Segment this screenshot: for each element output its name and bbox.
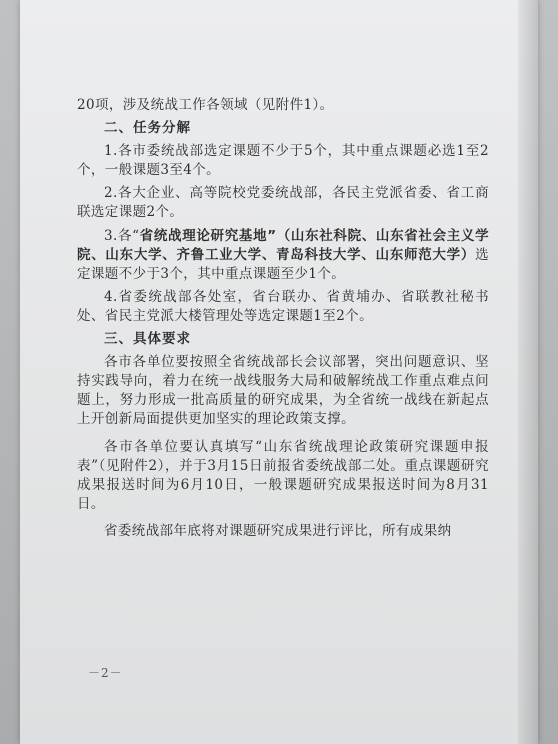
section-heading-task-breakdown: 二、任务分解: [104, 120, 191, 137]
item-3-research-bases: 省统战理论研究基地”（山东社科院、山东省社会主义学院、山东大学、齐鲁工业大学、青岛科技大学、山东师范大学）: [77, 227, 489, 263]
paragraph-requirements-2: 各市各单位要认真填写“山东省统战理论政策研究课题申报表”（见附件2），并于3月15日前报省委统战部二处。重点课题研究成果报送时间为6月10日，一般课题研究成果报送时间为8月31日。: [77, 438, 489, 512]
paragraph-item-4: 4.省委统战部各处室，省台联办、省黄埔办、省联教社秘书处、省民主党派大楼管理处等选定课题1至2个。: [77, 288, 489, 324]
item-3-suffix: 选定课题不少于3个，其中重点课题至少1个。: [77, 246, 489, 282]
page-number: －2－: [88, 666, 123, 680]
paragraph-item-3: [77, 227, 489, 284]
paragraph-requirements-1: 各市各单位要按照全省统战部长会议部署，突出问题意识、坚持实践导向，着力在统一战线服务大局和破解统战工作重点难点问题上，努力形成一批高质量的研究成果，为全省统一战线在新起点上开创新局面提供更加坚实的理论政策支撑。: [77, 354, 489, 428]
paragraph-requirements-3: 省委统战部年底将对课题研究成果进行评比，所有成果纳: [104, 522, 452, 539]
paragraph-item-1: 1.各市委统战部选定课题不少于5个，其中重点课题必选1至2个，一般课题3至4个。: [77, 143, 489, 179]
section-heading-requirements: 三、具体要求: [104, 331, 191, 348]
item-3-prefix: 3.各“: [104, 227, 140, 244]
paragraph-continuation: 20项，涉及统战工作各领域（见附件1）。: [77, 97, 334, 113]
document-body: [77, 96, 489, 541]
paragraph-item-2: 2.各大企业、高等院校党委统战部，各民主党派省委、省工商联选定课题2个。: [77, 185, 489, 221]
page-edge-shadow: [518, 0, 538, 744]
